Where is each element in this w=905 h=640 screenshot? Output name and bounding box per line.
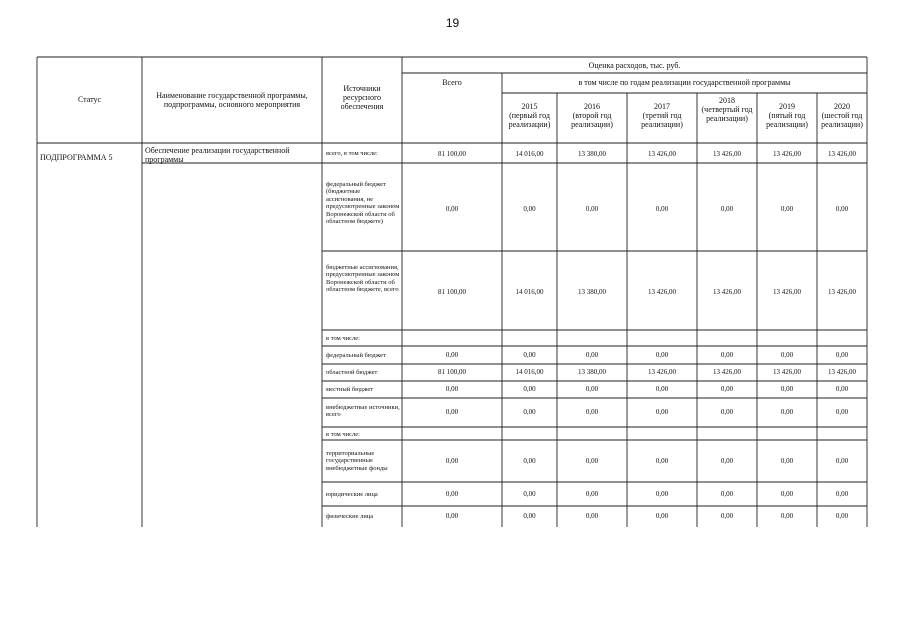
- value-cell: 0,00: [720, 457, 734, 465]
- header-by-years: в том числе по годам реализации государственной программы: [578, 78, 791, 87]
- value-cell: 0,00: [585, 385, 599, 393]
- value-cell: 81 100,00: [438, 150, 466, 158]
- value-cell: 13 380,00: [578, 288, 606, 296]
- value-cell: 0,00: [445, 205, 459, 213]
- value-cell: 0,00: [523, 457, 536, 465]
- value-cell: 13 426,00: [713, 368, 741, 376]
- value-cell: 13 426,00: [648, 368, 676, 376]
- year-label: 2017: [654, 102, 670, 111]
- value-cell: 0,00: [835, 490, 849, 498]
- year-label: 2018: [719, 96, 735, 105]
- value-cell: 0,00: [835, 351, 849, 359]
- value-cell: 0,00: [780, 351, 794, 359]
- source-cell: в том числе:: [326, 335, 360, 342]
- value-cell: 0,00: [780, 457, 794, 465]
- value-cell: 81 100,00: [438, 288, 466, 296]
- value-cell: 13 426,00: [828, 368, 856, 376]
- value-cell: 13 380,00: [578, 368, 606, 376]
- value-cell: 0,00: [835, 408, 849, 416]
- value-cell: 81 100,00: [438, 368, 466, 376]
- value-cell: 0,00: [720, 351, 734, 359]
- value-cell: 14 016,00: [515, 368, 544, 376]
- value-cell: 13 426,00: [713, 150, 741, 158]
- row-program-name: Обеспечение реализации государственной программы: [145, 146, 290, 164]
- value-cell: 0,00: [835, 457, 849, 465]
- value-cell: 0,00: [523, 385, 536, 393]
- source-cell: внебюджетные источники, всего: [326, 404, 400, 419]
- value-cell: 0,00: [523, 490, 536, 498]
- header-year-2018: [697, 96, 757, 123]
- source-cell: местный бюджет: [326, 386, 374, 393]
- value-cell: 0,00: [720, 408, 734, 416]
- value-cell: 13 426,00: [648, 150, 676, 158]
- value-cell: 0,00: [523, 205, 536, 213]
- value-cell: 0,00: [780, 408, 794, 416]
- value-cell: 14 016,00: [515, 288, 544, 296]
- value-cell: 0,00: [655, 205, 669, 213]
- value-cell: 0,00: [655, 408, 669, 416]
- value-cell: 0,00: [523, 408, 536, 416]
- value-cell: 0,00: [780, 385, 794, 393]
- value-cell: 0,00: [720, 385, 734, 393]
- value-cell: 0,00: [445, 385, 459, 393]
- header-year-2015: [502, 102, 557, 129]
- source-cell: в том числе:: [326, 431, 360, 438]
- value-cell: 0,00: [655, 351, 669, 359]
- value-cell: 0,00: [720, 205, 734, 213]
- year-label: 2020: [834, 102, 850, 111]
- value-cell: 0,00: [585, 408, 599, 416]
- value-cell: 0,00: [835, 205, 849, 213]
- header-sources: Источники ресурсного обеспечения: [340, 84, 384, 111]
- value-cell: 0,00: [720, 490, 734, 498]
- source-cell: всего, в том числе:: [326, 150, 378, 157]
- value-cell: 0,00: [835, 512, 849, 520]
- header-year-2016: [557, 102, 627, 129]
- year-note: (третий год реализации): [641, 111, 683, 129]
- year-note: (пятый год реализации): [766, 111, 808, 129]
- page-number: 19: [445, 16, 460, 30]
- year-note: (первый год реализации): [508, 111, 551, 129]
- source-cell: областной бюджет: [326, 369, 378, 376]
- value-cell: 0,00: [655, 385, 669, 393]
- value-cell: 14 016,00: [515, 150, 544, 158]
- value-cell: 0,00: [585, 351, 599, 359]
- value-cell: 0,00: [585, 512, 599, 520]
- source-cell: территориальные государственные внебюджетные фонды: [326, 450, 388, 472]
- value-cell: 0,00: [585, 205, 599, 213]
- year-label: 2019: [779, 102, 795, 111]
- header-estimate: Оценка расходов, тыс. руб.: [588, 61, 681, 70]
- value-cell: 0,00: [780, 205, 794, 213]
- year-label: 2015: [521, 102, 538, 111]
- year-note: (четвертый год реализации): [701, 105, 753, 123]
- row-status: ПОДПРОГРАММА 5: [40, 153, 113, 162]
- value-cell: 0,00: [585, 457, 599, 465]
- year-label: 2016: [584, 102, 600, 111]
- value-cell: 0,00: [445, 457, 459, 465]
- header-year-2020: [817, 102, 867, 129]
- header-year-2017: [627, 102, 697, 129]
- header-status: Статус: [77, 95, 102, 104]
- value-cell: 0,00: [835, 385, 849, 393]
- source-cell: бюджетные ассигнования, предусмотренные законом Воронежской области об областном бюджете, всего: [326, 264, 400, 294]
- value-cell: 13 426,00: [828, 288, 856, 296]
- value-cell: 0,00: [780, 512, 794, 520]
- header-year-2019: [757, 102, 817, 129]
- header-program-name: Наименование государственной программы, подпрограммы, основного мероприятия: [156, 91, 308, 109]
- value-cell: 0,00: [780, 490, 794, 498]
- value-cell: 0,00: [445, 490, 459, 498]
- year-note: (шестой год реализации): [821, 111, 863, 129]
- value-cell: 13 426,00: [773, 150, 801, 158]
- value-cell: 0,00: [523, 512, 536, 520]
- value-cell: 13 426,00: [648, 288, 676, 296]
- value-cell: 13 380,00: [578, 150, 606, 158]
- value-cell: 13 426,00: [773, 368, 801, 376]
- value-cell: 0,00: [445, 351, 459, 359]
- value-cell: 13 426,00: [828, 150, 856, 158]
- value-cell: 0,00: [655, 457, 669, 465]
- source-cell: юридические лица: [326, 491, 378, 498]
- value-cell: 0,00: [445, 408, 459, 416]
- source-cell: федеральный бюджет (бюджетные ассигнования, не предусмотренные законом Воронежской области об областном бюджете): [326, 181, 400, 226]
- value-cell: 13 426,00: [773, 288, 801, 296]
- value-cell: 13 426,00: [713, 288, 741, 296]
- value-cell: 0,00: [655, 512, 669, 520]
- source-cell: физические лица: [326, 513, 374, 520]
- year-note: (второй год реализации): [571, 111, 613, 129]
- value-cell: 0,00: [523, 351, 536, 359]
- value-cell: 0,00: [445, 512, 459, 520]
- value-cell: 0,00: [655, 490, 669, 498]
- source-cell: федеральный бюджет: [326, 352, 386, 359]
- value-cell: 0,00: [585, 490, 599, 498]
- value-cell: 0,00: [720, 512, 734, 520]
- header-total: Всего: [442, 78, 462, 87]
